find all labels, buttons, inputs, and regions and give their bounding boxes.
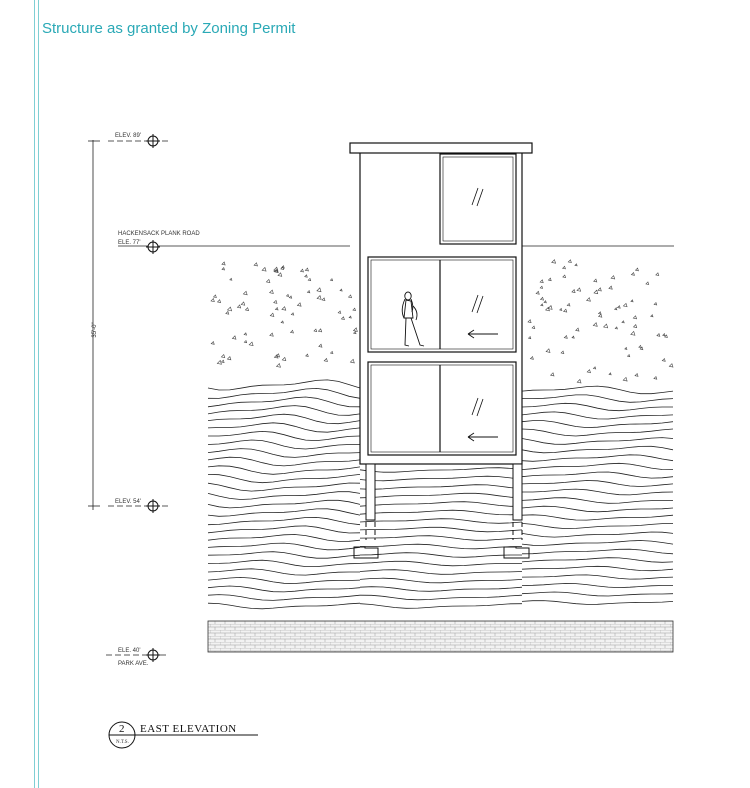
strata-line [522, 523, 673, 528]
stipple-mark [615, 327, 617, 329]
stipple-mark [594, 279, 597, 282]
strata-line [208, 449, 360, 458]
elevation-marker-road [118, 231, 200, 254]
strata-line [522, 481, 673, 487]
stipple-mark [222, 268, 224, 270]
stipple-mark [318, 329, 321, 332]
strata-line [522, 438, 673, 445]
strata-line [522, 489, 673, 495]
stipple-mark [651, 315, 653, 317]
stipple-mark [314, 329, 317, 331]
stipple-mark [575, 264, 577, 266]
stipple-mark [218, 300, 221, 303]
stipple-mark [604, 324, 608, 328]
roof-slab [350, 143, 532, 153]
stipple-mark [572, 336, 574, 338]
stipple-mark [625, 347, 627, 349]
strata-line [522, 429, 673, 436]
stipple-mark [540, 280, 543, 283]
stipple-mark [609, 373, 611, 375]
building-structure [350, 143, 532, 558]
stipple-mark [349, 295, 352, 298]
stipple-mark [244, 341, 246, 343]
stipple-mark [633, 316, 636, 319]
stipple-mark [631, 331, 635, 335]
stipple-mark [532, 326, 535, 328]
stipple-mark [322, 298, 325, 301]
callout-scale: N.T.S. [116, 740, 129, 745]
stipple-mark [536, 291, 539, 294]
stipple-mark [622, 321, 624, 323]
stipple-mark [230, 278, 232, 280]
stipple-mark [305, 275, 308, 277]
stipple-mark [340, 289, 342, 291]
strata-line [522, 566, 673, 570]
stipple-mark [270, 313, 274, 316]
elevation-marker-park [106, 648, 168, 667]
stipple-mark [618, 306, 621, 309]
strata-line [208, 431, 360, 440]
stipple-mark [228, 307, 232, 311]
stipple-mark [623, 377, 627, 381]
stipple-mark [598, 288, 601, 291]
strata-line [208, 466, 360, 475]
stipple-mark [593, 367, 595, 369]
stipple-mark [270, 333, 273, 336]
strata-line [360, 519, 522, 524]
strata-line [208, 380, 360, 390]
strata-line [208, 440, 360, 449]
strata-line [522, 498, 673, 504]
stipple-mark [317, 288, 321, 292]
stipple-mark [222, 360, 225, 362]
stipple-mark [217, 360, 221, 364]
stipple-mark [307, 291, 309, 293]
window-lower [368, 362, 516, 455]
strata-line [208, 509, 360, 517]
stipple-mark [577, 288, 581, 291]
stipple-mark [628, 355, 630, 357]
strata-line [522, 472, 673, 478]
stipple-mark [636, 268, 639, 271]
stipple-mark [593, 323, 597, 327]
strata-line [522, 584, 673, 588]
stipple-mark [278, 273, 282, 276]
strata-line [360, 553, 522, 558]
stipple-mark [548, 306, 552, 310]
strata-line [208, 569, 360, 575]
strata-line [208, 483, 360, 491]
strata-line [522, 592, 673, 596]
strata-line [522, 575, 673, 579]
strata-line [522, 403, 673, 410]
strata-line [208, 492, 360, 500]
stipple-mark [561, 351, 564, 354]
strata-line [360, 578, 522, 583]
height-dimension [88, 140, 100, 510]
stipple-mark [282, 357, 286, 360]
stipple-mark [305, 268, 308, 271]
stipple-mark [274, 300, 277, 303]
strata-line [522, 412, 673, 419]
stipple-mark [254, 263, 257, 266]
strata-line [522, 549, 673, 554]
stipple-mark [576, 328, 579, 331]
strata-line [360, 485, 522, 490]
stipple-mark [663, 334, 665, 336]
strata-line [208, 423, 360, 432]
stipple-mark [654, 303, 657, 305]
strata-line [360, 544, 522, 549]
stipple-mark [530, 357, 533, 360]
stipple-mark [540, 286, 542, 288]
stipple-mark [245, 308, 248, 311]
stipple-mark [227, 357, 230, 360]
strata-line [522, 515, 673, 520]
stipple-mark [609, 286, 612, 289]
strata-line [360, 536, 522, 541]
strata-line [208, 603, 360, 609]
stipple-mark [551, 373, 554, 376]
stipple-mark [544, 301, 546, 303]
stipple-mark [277, 364, 281, 368]
svg-text:PARK AVE.: PARK AVE. [118, 661, 149, 667]
stipple-mark [211, 342, 214, 345]
strata-line [522, 532, 673, 537]
stipple-mark [341, 317, 344, 320]
stipple-mark [577, 379, 581, 383]
stipple-mark [291, 313, 293, 315]
stipple-mark [287, 294, 289, 296]
stipple-mark [548, 278, 551, 281]
stipple-mark [572, 290, 575, 293]
stipple-mark [306, 354, 309, 356]
stipple-mark [587, 370, 590, 373]
pier-left [354, 464, 378, 558]
stipple-mark [244, 333, 246, 335]
stipple-mark [654, 377, 657, 380]
strata-line [522, 506, 673, 512]
stipple-mark [319, 344, 322, 347]
stipple-mark [546, 349, 550, 353]
stipple-mark [631, 273, 634, 276]
stipple-mark [599, 314, 602, 317]
strata-line [522, 421, 673, 428]
stipple-mark [281, 267, 284, 270]
strata-line [208, 595, 360, 601]
stipple-mark [615, 308, 617, 310]
elevation-marker-bottom [108, 499, 170, 513]
stipple-mark [338, 311, 341, 313]
drawing-callout [109, 722, 258, 748]
stipple-mark [331, 351, 333, 353]
window-middle [368, 257, 516, 352]
stipple-mark [349, 316, 351, 318]
window-top [440, 154, 516, 244]
strata-line [208, 535, 360, 542]
strata-line [208, 586, 360, 592]
stipple-mark [354, 328, 358, 332]
stipple-mark [301, 269, 304, 272]
stipple-mark [222, 262, 225, 265]
strata-line [522, 455, 673, 462]
stipple-mark [563, 266, 566, 269]
callout-title: EAST ELEVATION [140, 723, 237, 735]
stipple-mark [623, 303, 627, 306]
stipple-mark [221, 355, 224, 358]
strata-line [360, 468, 522, 473]
stipple-mark [350, 359, 354, 363]
stipple-mark [656, 273, 659, 276]
stipple-mark [631, 300, 633, 302]
stipple-mark [237, 305, 240, 308]
stipple-mark [289, 296, 291, 298]
strata-line [208, 397, 360, 407]
stipple-mark [662, 359, 665, 362]
stipple-mark [241, 302, 245, 305]
svg-text:HACKENSACK PLANK ROAD: HACKENSACK PLANK ROAD [118, 231, 200, 237]
stipple-mark [646, 282, 649, 285]
stipple-mark [594, 290, 598, 293]
stipple-mark [291, 330, 294, 333]
strata-line [522, 463, 673, 469]
strata-line [360, 502, 522, 507]
page-title: Structure as granted by Zoning Permit [42, 20, 296, 37]
stipple-mark [564, 336, 567, 339]
stipple-mark [297, 303, 301, 306]
strata-line [208, 517, 360, 524]
stipple-mark [226, 311, 229, 314]
stipple-mark [541, 297, 544, 300]
stipple-mark [214, 295, 217, 298]
svg-text:ELE. 77': ELE. 77' [118, 240, 141, 246]
stipple-mark [281, 321, 283, 323]
stipple-mark [657, 334, 660, 337]
stipple-mark [529, 337, 531, 339]
elevation-marker-top [108, 133, 170, 148]
stipple-mark [249, 342, 253, 346]
stipple-mark [635, 374, 638, 377]
svg-text:ELE. 40': ELE. 40' [118, 648, 141, 654]
svg-text:ELEV. 54': ELEV. 54' [115, 499, 141, 505]
stipple-mark [270, 290, 274, 293]
pier-right [504, 464, 529, 558]
stipple-mark [243, 291, 247, 294]
strata-line [360, 510, 522, 515]
strata-line [360, 595, 522, 600]
strata-line [208, 526, 360, 533]
stipple-mark [354, 331, 356, 333]
stipple-mark [564, 309, 567, 312]
strata-line [208, 552, 360, 559]
strata-line [360, 570, 522, 575]
stipple-mark [353, 308, 356, 310]
stipple-mark [308, 278, 311, 280]
strata-line [522, 446, 673, 453]
stipple-mark [330, 279, 332, 281]
stipple-mark [611, 276, 615, 279]
stipple-mark [563, 275, 566, 278]
strata-line [522, 601, 673, 605]
strata-line [208, 577, 360, 583]
stipple-mark [599, 312, 602, 314]
dimension-label: 35'-0" [92, 322, 98, 338]
stipple-mark [528, 320, 531, 323]
strata-line [360, 604, 522, 609]
svg-text:ELEV. 89': ELEV. 89' [115, 133, 141, 139]
strata-line [522, 395, 673, 402]
strata-line [208, 543, 360, 550]
strata-line [208, 474, 360, 482]
strata-line [360, 493, 522, 498]
stipple-mark [634, 325, 637, 328]
bedrock-brick-layer [208, 621, 673, 652]
stipple-mark [282, 307, 286, 311]
stipple-mark [552, 260, 556, 264]
strata-line [208, 457, 360, 466]
stipple-mark [560, 308, 562, 310]
stipple-mark [541, 304, 543, 306]
strata-line [522, 541, 673, 546]
strata-line [208, 414, 360, 424]
strata-line [522, 386, 673, 394]
stipple-mark [324, 358, 327, 361]
stipple-mark [568, 260, 571, 263]
callout-number: 2 [119, 723, 125, 735]
strata-line [208, 500, 360, 508]
stipple-mark [275, 308, 278, 310]
strata-line [360, 476, 522, 481]
strata-line [208, 560, 360, 566]
stipple-mark [232, 336, 236, 339]
stipple-mark [567, 303, 570, 306]
strata-line [360, 587, 522, 592]
strata-line [360, 561, 522, 566]
stipple-mark [262, 267, 266, 271]
strata-line [522, 558, 673, 563]
stipple-mark [211, 299, 214, 302]
stipple-mark [266, 279, 269, 282]
stipple-mark [587, 298, 591, 302]
stipple-mark [317, 296, 321, 300]
strata-line [360, 527, 522, 532]
stipple-mark [669, 364, 673, 367]
stipple-mark [639, 345, 642, 347]
